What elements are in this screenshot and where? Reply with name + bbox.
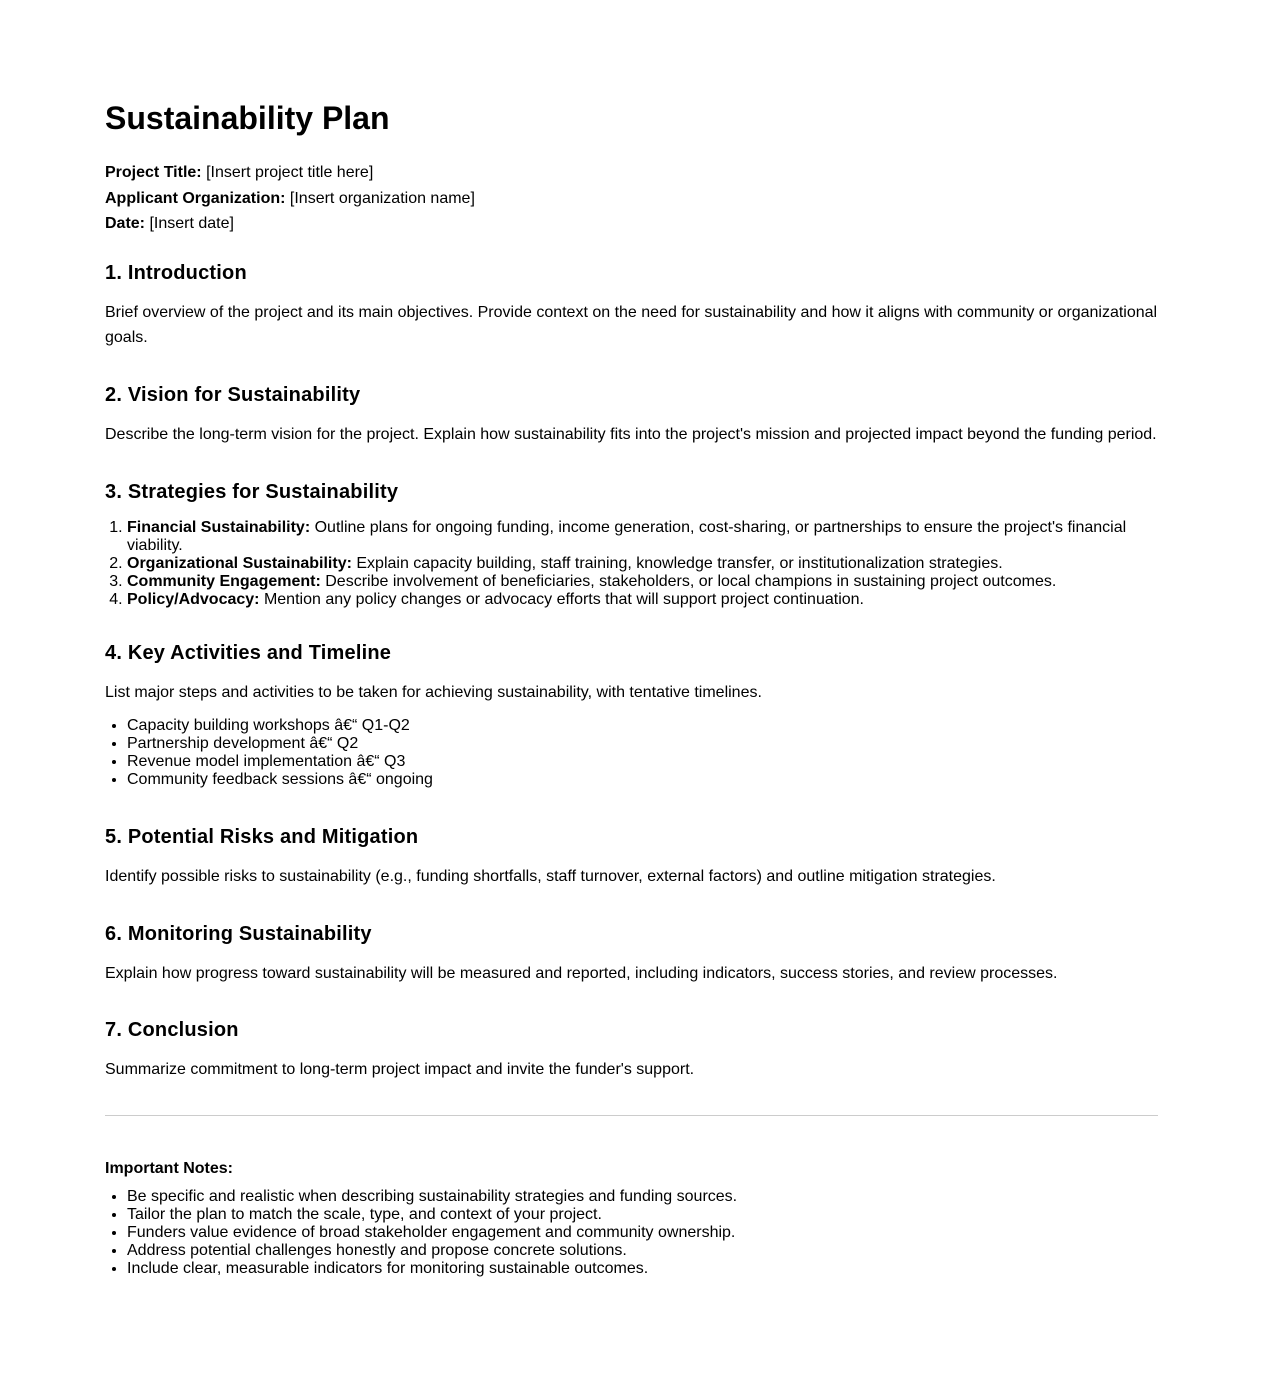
section-monitoring <box>105 921 1161 986</box>
list-item: • Address potential challenges honestly and propose concrete solutions. <box>127 1242 1161 1260</box>
list-item-label: Policy/Advocacy: <box>127 591 260 608</box>
list-item-label: Organizational Sustainability: <box>127 555 352 572</box>
list-item-text: Outline plans for ongoing funding, income generation, cost-sharing, or partnerships to ensure the project's financial viability. <box>127 519 1127 554</box>
meta-date-label: Date: <box>105 215 146 232</box>
meta-project-title <box>105 160 475 186</box>
notes-title: Important Notes: <box>105 1160 233 1177</box>
list-item-text: Explain capacity building, staff training, knowledge transfer, or institutionalization strategies. <box>356 555 1003 572</box>
activities-list <box>105 717 1161 789</box>
meta-organization-label: Applicant Organization: <box>105 189 286 207</box>
list-item <box>127 555 1161 573</box>
section-strategies <box>105 479 1161 609</box>
section-introduction <box>105 260 1161 350</box>
meta-date <box>105 211 475 237</box>
section-text: Describe the long-term vision for the project. Explain how sustainability fits into the project's mission and projected impact beyond the funding period. <box>105 426 1157 443</box>
list-item: • Be specific and realistic when describing sustainability strategies and funding sources. <box>127 1188 1161 1206</box>
section-conclusion <box>105 1017 1161 1082</box>
section-activities <box>105 640 1161 789</box>
list-item: • Revenue model implementation â€“ Q3 <box>127 753 1161 771</box>
list-item <box>127 573 1161 591</box>
list-item <box>127 591 1161 609</box>
section-text: Identify possible risks to sustainability (e.g., funding shortfalls, staff turnover, external factors) and outline mitigation strategies. <box>105 868 996 885</box>
meta-date-value: [Insert date] <box>149 215 234 232</box>
section-text: List major steps and activities to be taken for achieving sustainability, with tentative timelines. <box>105 684 762 701</box>
divider <box>105 1115 1158 1116</box>
meta-project-title-label: Project Title: <box>105 164 202 181</box>
section-heading: 1. Introduction <box>105 262 247 284</box>
section-vision <box>105 382 1161 447</box>
section-text: Summarize commitment to long-term project impact and invite the funder's support. <box>105 1061 695 1078</box>
list-item: • Community feedback sessions â€“ ongoing <box>127 771 1161 789</box>
section-heading: 2. Vision for Sustainability <box>105 384 361 406</box>
meta-project-title-value: [Insert project title here] <box>206 164 374 181</box>
list-item-label: Financial Sustainability: <box>127 519 311 536</box>
list-item: • Funders value evidence of broad stakeholder engagement and community ownership. <box>127 1224 1161 1242</box>
section-heading: 4. Key Activities and Timeline <box>105 642 392 664</box>
section-heading: 5. Potential Risks and Mitigation <box>105 826 419 848</box>
list-item-text: Mention any policy changes or advocacy efforts that will support project continuation. <box>263 591 864 608</box>
strategies-list <box>105 519 1161 609</box>
list-item: • Tailor the plan to match the scale, type, and context of your project. <box>127 1206 1161 1224</box>
list-item-label: Community Engagement: <box>127 573 321 590</box>
section-heading: 7. Conclusion <box>105 1019 239 1041</box>
project-meta <box>105 160 475 237</box>
section-text: Brief overview of the project and its main objectives. Provide context on the need for sustainability and how it aligns with community or organizational goals. <box>105 304 1158 346</box>
list-item: • Partnership development â€“ Q2 <box>127 735 1161 753</box>
list-item <box>127 519 1161 555</box>
notes-list <box>105 1188 1161 1278</box>
meta-organization-value: [Insert organization name] <box>289 189 475 207</box>
important-notes <box>105 1159 1161 1278</box>
meta-organization <box>105 186 475 212</box>
section-heading: 6. Monitoring Sustainability <box>105 923 372 945</box>
section-text: Explain how progress toward sustainability will be measured and reported, including indicators, success stories, and review processes. <box>105 965 1058 982</box>
list-item: • Capacity building workshops â€“ Q1-Q2 <box>127 717 1161 735</box>
page-title: Sustainability Plan <box>105 100 390 136</box>
section-risks <box>105 824 1161 889</box>
list-item-text: Describe involvement of beneficiaries, stakeholders, or local champions in sustaining project outcomes. <box>325 573 1057 590</box>
list-item: • Include clear, measurable indicators for monitoring sustainable outcomes. <box>127 1260 1161 1278</box>
section-heading: 3. Strategies for Sustainability <box>105 481 399 503</box>
